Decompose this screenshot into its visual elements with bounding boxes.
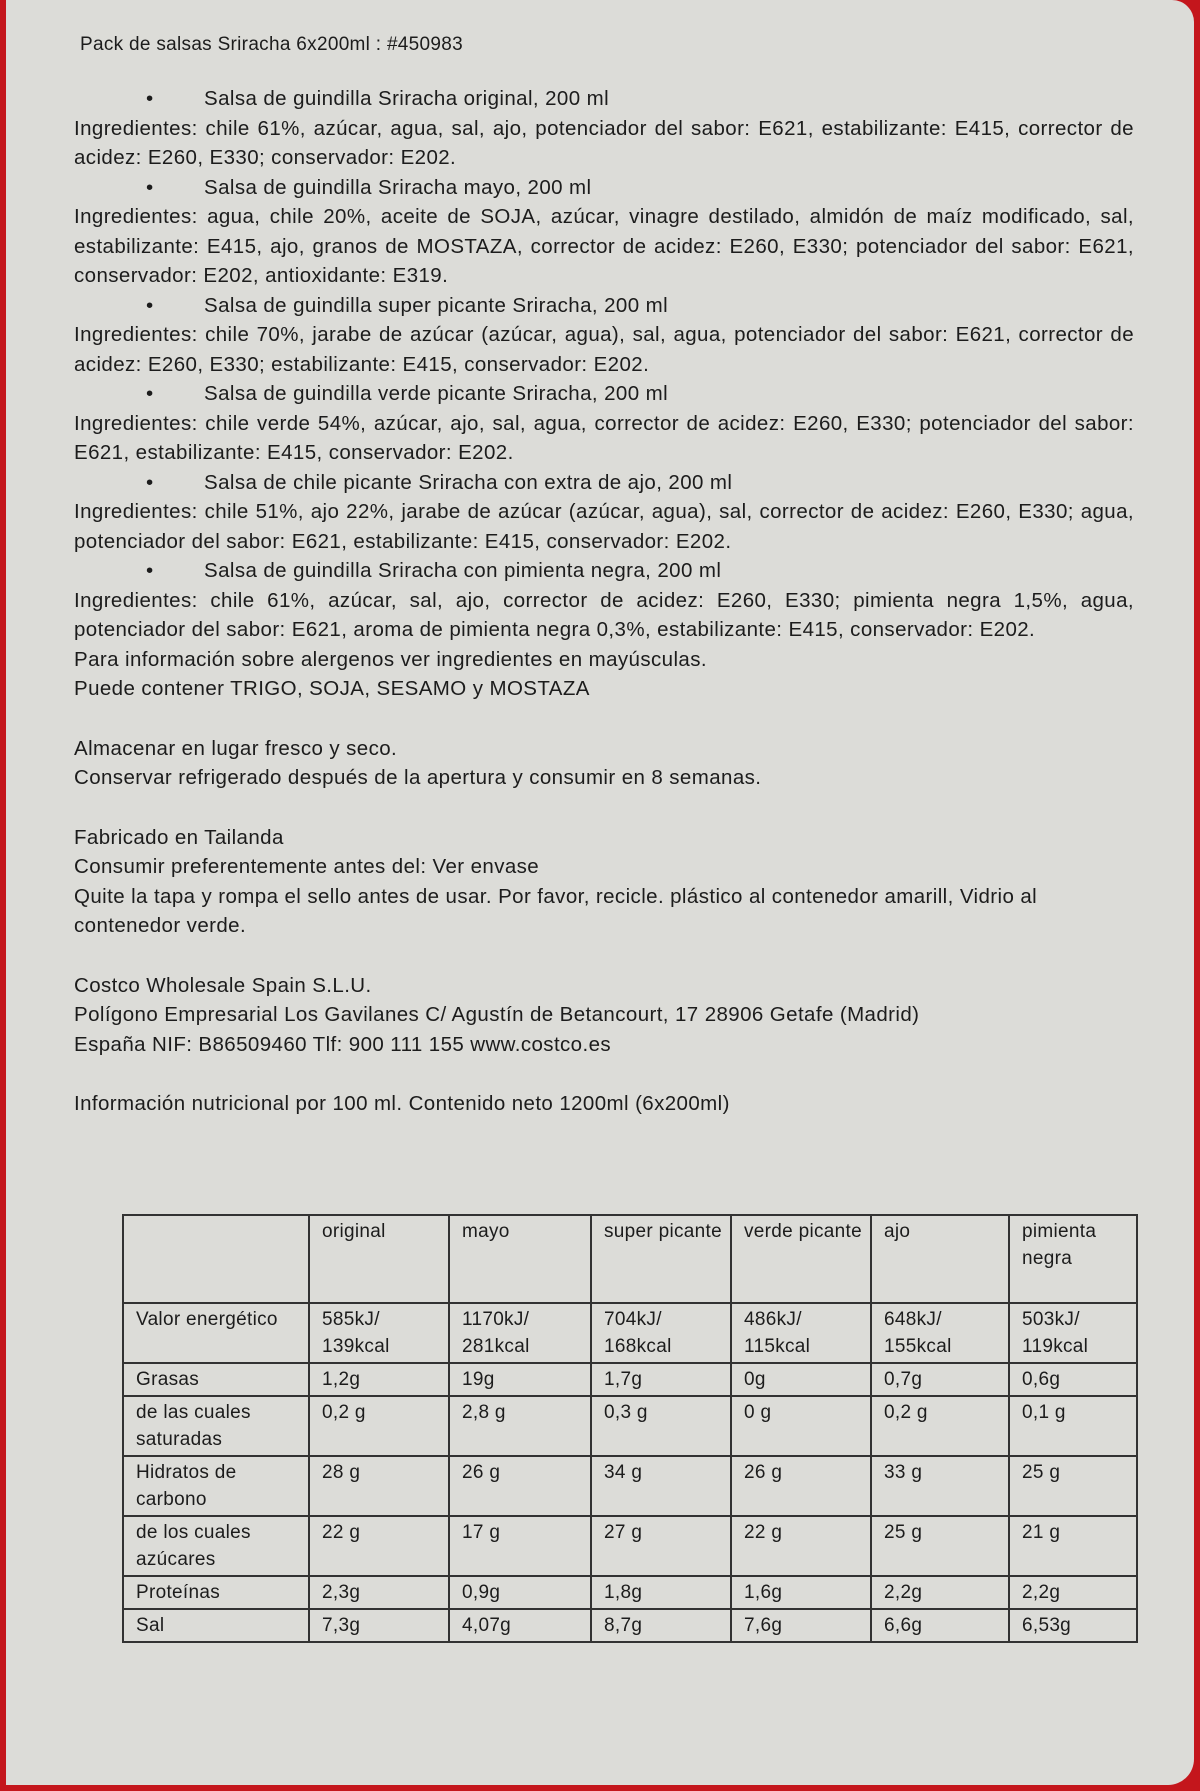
table-cell: 1,2g [309, 1363, 449, 1396]
table-row [123, 1363, 1137, 1396]
table-cell: 0 g [731, 1396, 871, 1456]
ingredients-text: Ingredientes: chile verde 54%, azúcar, ajo, sal, agua, corrector de acidez: E260, E330; potenciador del sabor: E621, estabilizante: E415, conservador: E202. [74, 411, 1134, 464]
table-cell: 1,6g [731, 1576, 871, 1609]
product-label [6, 0, 1194, 1785]
table-cell: 0,7g [871, 1363, 1009, 1396]
table-cell: 2,8 g [449, 1396, 591, 1456]
storage-info: Almacenar en lugar fresco y seco. [74, 736, 398, 760]
table-cell: 26 g [731, 1456, 871, 1516]
column-header [123, 1215, 309, 1303]
column-header: verde picante [731, 1215, 871, 1303]
row-label: Hidratos de carbono [123, 1456, 309, 1516]
bullet-icon: • [146, 382, 154, 405]
table-cell: 6,6g [871, 1609, 1009, 1642]
column-header: original [309, 1215, 449, 1303]
page-title: Pack de salsas Sriracha 6x200ml : #450983 [80, 34, 464, 55]
table-cell: 0,1 g [1009, 1396, 1137, 1456]
product-name: • Salsa de chile picante Sriracha con extra de ajo, 200 ml [74, 468, 1134, 498]
best-before: Consumir preferentemente antes del: Ver envase [74, 855, 540, 878]
origin-info: Fabricado en Tailanda [74, 825, 284, 849]
row-label: Grasas [123, 1363, 309, 1396]
table-cell: 0,2 g [871, 1396, 1009, 1456]
table-cell: 22 g [309, 1516, 449, 1576]
table-cell: 2,3g [309, 1576, 449, 1609]
row-label: Sal [123, 1609, 309, 1642]
row-label: de las cuales saturadas [123, 1396, 309, 1456]
allergen-warning: Puede contener TRIGO, SOJA, SESAMO y MOSTAZA [74, 677, 590, 700]
table-cell: 25 g [1009, 1456, 1137, 1516]
bullet-icon: • [146, 470, 154, 494]
table-cell: 0,9g [449, 1576, 591, 1609]
table-row [123, 1609, 1137, 1642]
table-cell: 21 g [1009, 1516, 1137, 1576]
column-header: ajo [871, 1215, 1009, 1303]
product-name: • Salsa de guindilla Sriracha original, 200 ml [74, 84, 1134, 114]
nutrition-table [122, 1214, 1138, 1643]
product-name: • Salsa de guindilla verde picante Sriracha, 200 ml [74, 379, 1134, 409]
table-cell: 25 g [871, 1516, 1009, 1576]
table-cell: 585kJ/ 139kcal [309, 1303, 449, 1363]
table-cell: 22 g [731, 1516, 871, 1576]
bullet-icon: • [146, 559, 154, 582]
ingredients-text: Ingredientes: chile 61%, azúcar, sal, ajo, corrector de acidez: E260, E330; pimienta negra 1,5%, agua, potenciador del sabor: E621, aroma de pimienta negra 0,3%, estabilizante: E415, conservador: E202. [74, 588, 1134, 641]
recycling-info: Quite la tapa y rompa el sello antes de usar. Por favor, recicle. plástico al contenedor amarill, Vidrio al contenedor verde. [74, 884, 1038, 937]
table-cell: 0,2 g [309, 1396, 449, 1456]
table-row [123, 1396, 1137, 1456]
ingredients-text: Ingredientes: chile 61%, azúcar, agua, sal, ajo, potenciador del sabor: E621, estabilizante: E415, corrector de acidez: E260, E330; conservador: E202. [74, 116, 1134, 169]
table-cell: 486kJ/ 115kcal [731, 1303, 871, 1363]
nutrition-table-wrapper [122, 1214, 1138, 1643]
product-name: • Salsa de guindilla super picante Sriracha, 200 ml [74, 291, 1134, 321]
bullet-icon: • [146, 293, 154, 317]
table-cell: 1,8g [591, 1576, 731, 1609]
table-cell: 4,07g [449, 1609, 591, 1642]
table-row [123, 1576, 1137, 1609]
ingredients-text: Ingredientes: agua, chile 20%, aceite de SOJA, azúcar, vinagre destilado, almidón de maíz modificado, sal, estabilizante: E415, ajo, granos de MOSTAZA, corrector de acidez: E260, E330; potenciador del sabor: E621, conservador: E202, antioxidante: E319. [74, 205, 1134, 287]
allergen-info: Para información sobre alergenos ver ingredientes en mayúsculas. [74, 647, 707, 671]
column-header: pimienta negra [1009, 1215, 1137, 1303]
table-cell: 0,6g [1009, 1363, 1137, 1396]
table-cell: 2,2g [1009, 1576, 1137, 1609]
table-cell: 6,53g [1009, 1609, 1137, 1642]
table-cell: 26 g [449, 1456, 591, 1516]
table-cell: 17 g [449, 1516, 591, 1576]
table-row [123, 1303, 1137, 1363]
table-cell: 2,2g [871, 1576, 1009, 1609]
row-label: Valor energético [123, 1303, 309, 1363]
table-cell: 34 g [591, 1456, 731, 1516]
product-name: • Salsa de guindilla Sriracha mayo, 200 ml [74, 173, 1134, 203]
storage-after-opening: Conservar refrigerado después de la apertura y consumir en 8 semanas. [74, 766, 762, 789]
row-label: Proteínas [123, 1576, 309, 1609]
table-cell: 33 g [871, 1456, 1009, 1516]
column-header: super picante [591, 1215, 731, 1303]
table-cell: 7,3g [309, 1609, 449, 1642]
table-header-row [123, 1215, 1137, 1303]
ingredients-text: Ingredientes: chile 70%, jarabe de azúcar (azúcar, agua), sal, agua, potenciador del sabor: E621, corrector de acidez: E260, E330; estabilizante: E415, conservador: E202. [74, 323, 1134, 376]
company-address: Polígono Empresarial Los Gavilanes C/ Agustín de Betancourt, 17 28906 Getafe (Madrid) [74, 1003, 920, 1026]
company-name: Costco Wholesale Spain S.L.U. [74, 973, 372, 997]
row-label: de los cuales azúcares [123, 1516, 309, 1576]
table-cell: 8,7g [591, 1609, 731, 1642]
table-cell: 28 g [309, 1456, 449, 1516]
ingredients-text: Ingredientes: chile 51%, ajo 22%, jarabe de azúcar (azúcar, agua), sal, corrector de acidez: E260, E330; agua, potenciador del sabor: E621, estabilizante: E415, conservador: E202. [74, 500, 1134, 553]
label-body [74, 84, 1134, 1119]
table-cell: 1,7g [591, 1363, 731, 1396]
product-name: • Salsa de guindilla Sriracha con pimienta negra, 200 ml [74, 556, 1134, 586]
table-cell: 503kJ/ 119kcal [1009, 1303, 1137, 1363]
table-row [123, 1456, 1137, 1516]
table-cell: 27 g [591, 1516, 731, 1576]
table-cell: 7,6g [731, 1609, 871, 1642]
table-cell: 648kJ/ 155kcal [871, 1303, 1009, 1363]
table-cell: 1170kJ/ 281kcal [449, 1303, 591, 1363]
bullet-icon: • [146, 175, 154, 199]
table-cell: 0,3 g [591, 1396, 731, 1456]
table-cell: 0g [731, 1363, 871, 1396]
table-cell: 19g [449, 1363, 591, 1396]
nutrition-caption: Información nutricional por 100 ml. Contenido neto 1200ml (6x200ml) [74, 1092, 730, 1115]
company-contact: España NIF: B86509460 Tlf: 900 111 155 www.costco.es [74, 1032, 612, 1056]
table-cell: 704kJ/ 168kcal [591, 1303, 731, 1363]
table-row [123, 1516, 1137, 1576]
bullet-icon: • [146, 87, 154, 110]
column-header: mayo [449, 1215, 591, 1303]
